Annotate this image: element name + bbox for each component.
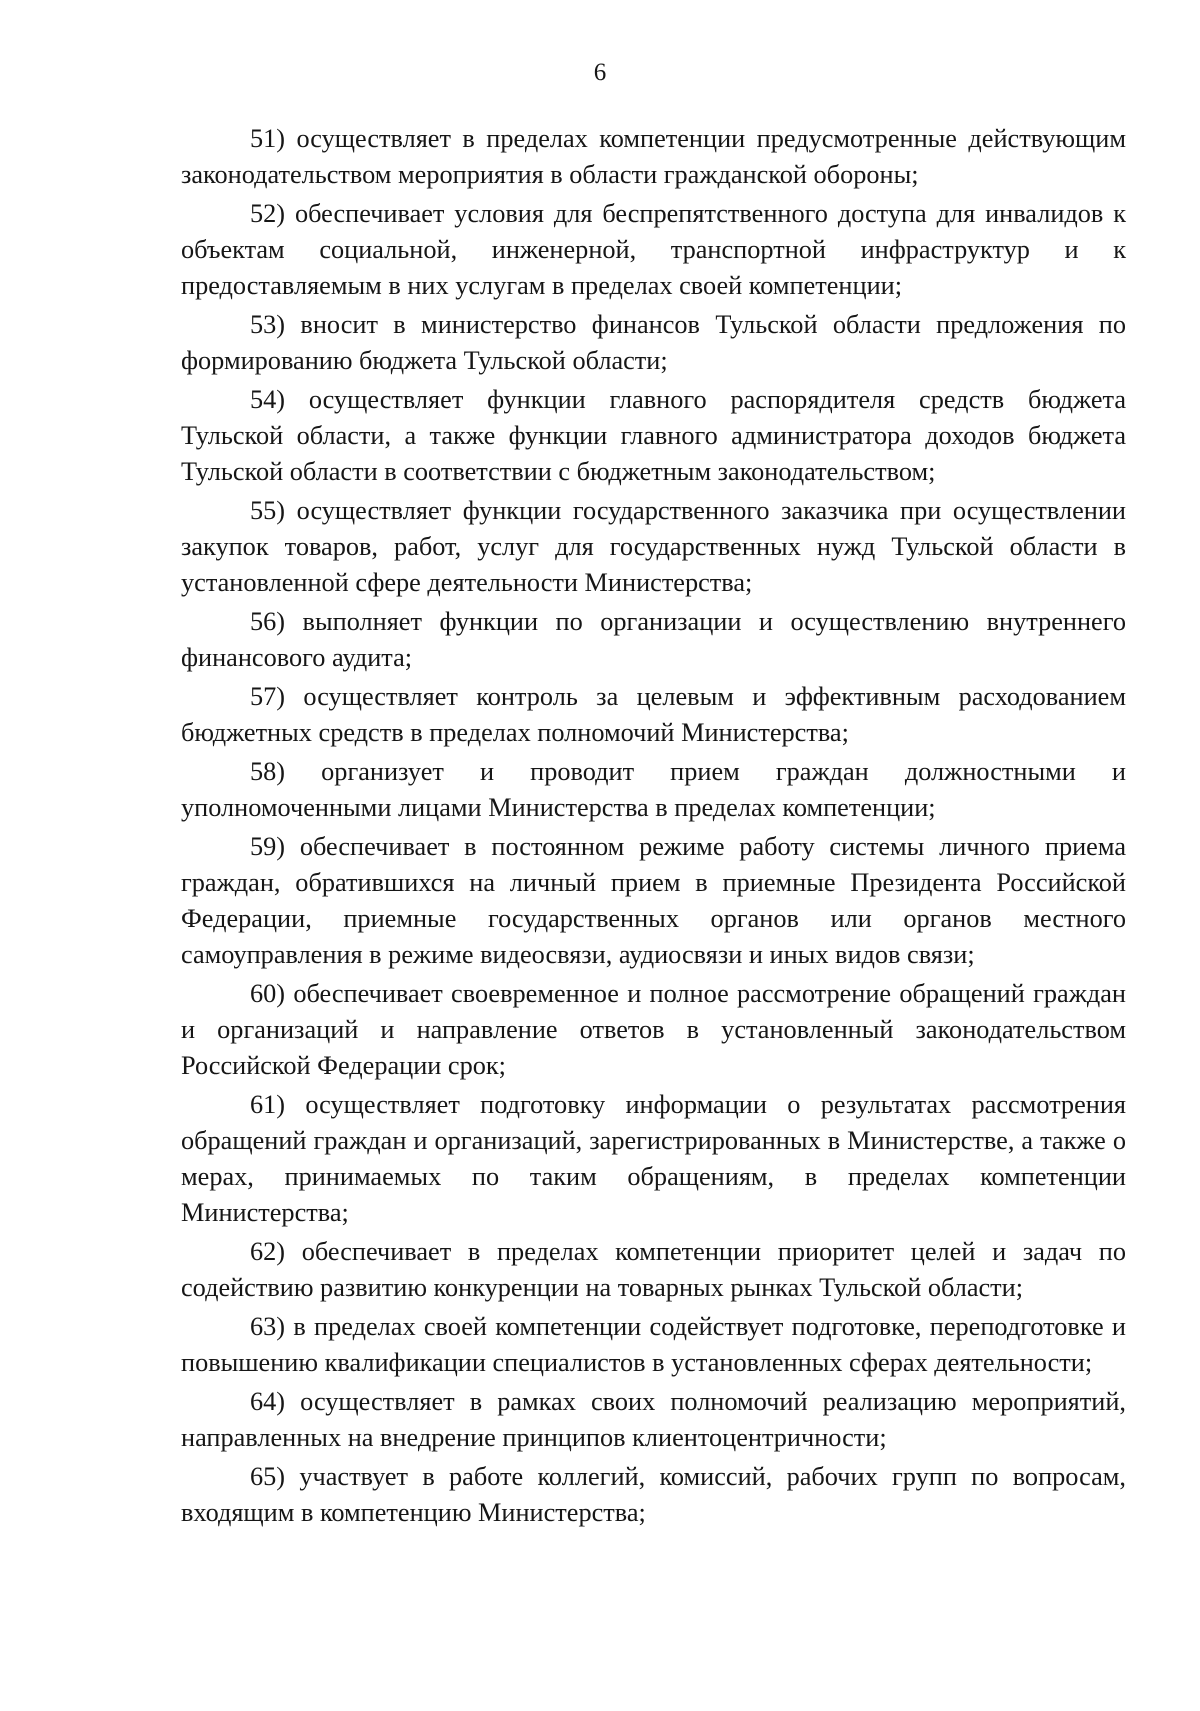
- list-item: 51) осуществляет в пределах компетенции предусмотренные действующим законодательством мероприятия в области гражданской обороны;: [181, 124, 1126, 189]
- list-item: 58) организует и проводит прием граждан должностными и уполномоченными лицами Министерства в пределах компетенции;: [181, 757, 1126, 822]
- list-item: 65) участвует в работе коллегий, комиссий, рабочих групп по вопросам, входящим в компетенцию Министерства;: [181, 1462, 1126, 1527]
- list-item: 61) осуществляет подготовку информации о результатах рассмотрения обращений граждан и организаций, зарегистрированных в Министерстве, а также о мерах, принимаемых по таким обращениям, в пределах компетенции Министерства;: [181, 1090, 1126, 1227]
- list-item: 52) обеспечивает условия для беспрепятственного доступа для инвалидов к объектам социальной, инженерной, транспортной инфраструктур и к предоставляемым в них услугам в пределах своей компетенции;: [181, 199, 1126, 300]
- list-item: 55) осуществляет функции государственного заказчика при осуществлении закупок товаров, работ, услуг для государственных нужд Тульской области в установленной сфере деятельности Министерства;: [181, 496, 1126, 597]
- list-item: 53) вносит в министерство финансов Тульской области предложения по формированию бюджета Тульской области;: [181, 310, 1126, 375]
- list-item: 59) обеспечивает в постоянном режиме работу системы личного приема граждан, обратившихся на личный прием в приемные Президента Российской Федерации, приемные государственных органов или органов местного самоуправления в режиме видеосвязи, аудиосвязи и иных видов связи;: [181, 832, 1126, 969]
- list-item: 62) обеспечивает в пределах компетенции приоритет целей и задач по содействию развитию конкуренции на товарных рынках Тульской области;: [181, 1237, 1126, 1302]
- list-item: 56) выполняет функции по организации и осуществлению внутреннего финансового аудита;: [181, 607, 1126, 672]
- document-body: [181, 121, 1126, 1534]
- page-number: 6: [593, 59, 607, 86]
- list-item: 64) осуществляет в рамках своих полномочий реализацию мероприятий, направленных на внедрение принципов клиентоцентричности;: [181, 1387, 1126, 1452]
- list-item: 63) в пределах своей компетенции содействует подготовке, переподготовке и повышению квалификации специалистов в установленных сферах деятельности;: [181, 1312, 1126, 1377]
- list-item: 57) осуществляет контроль за целевым и эффективным расходованием бюджетных средств в пределах полномочий Министерства;: [181, 682, 1126, 747]
- list-item: 54) осуществляет функции главного распорядителя средств бюджета Тульской области, а также функции главного администратора доходов бюджета Тульской области в соответствии с бюджетным законодательством;: [181, 385, 1126, 486]
- list-item: 60) обеспечивает своевременное и полное рассмотрение обращений граждан и организаций и направление ответов в установленный законодательством Российской Федерации срок;: [181, 979, 1126, 1080]
